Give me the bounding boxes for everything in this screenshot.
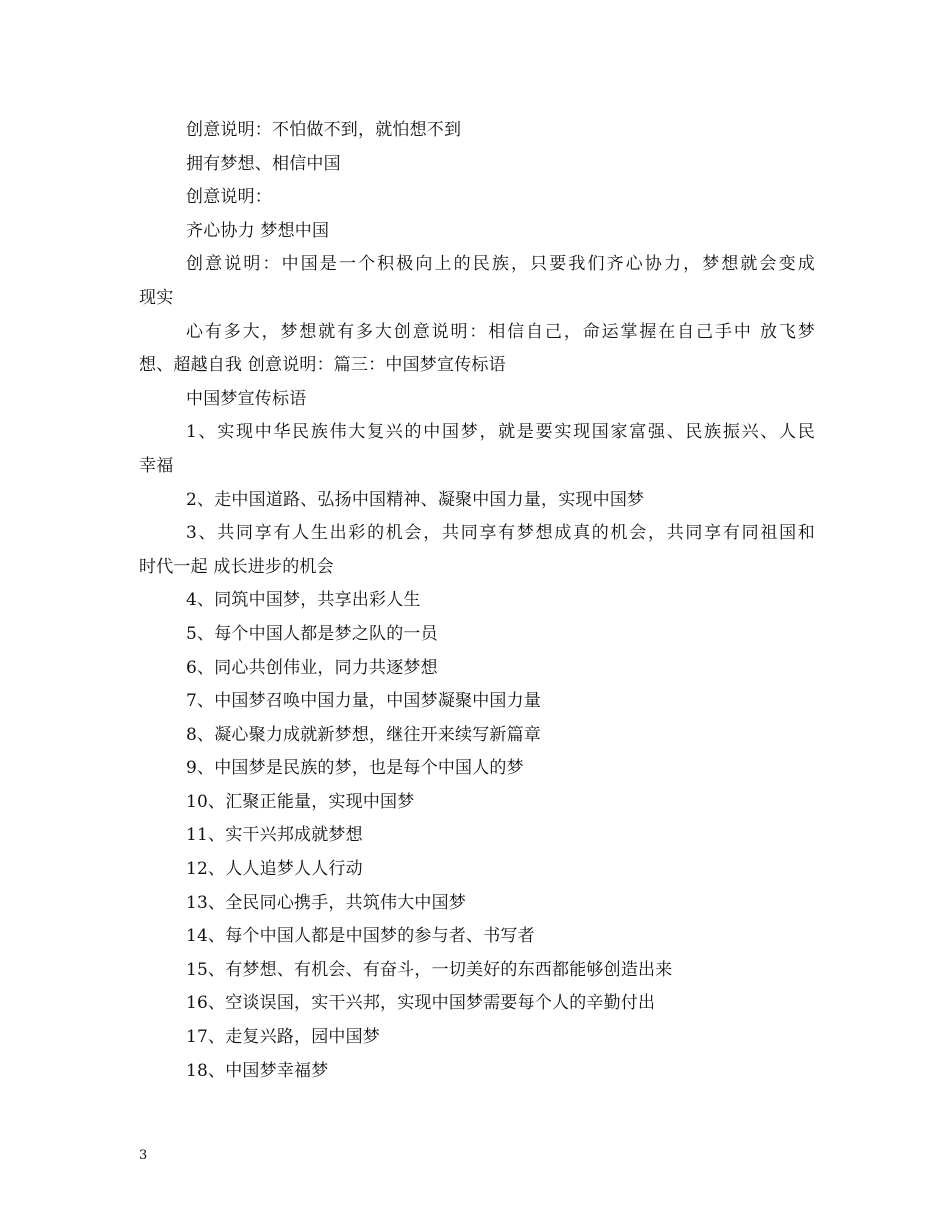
slogan-item: 9、中国梦是民族的梦，也是每个中国人的梦 bbox=[186, 758, 524, 779]
slogan-item: 8、凝心聚力成就新梦想，继往开来续写新篇章 bbox=[186, 724, 542, 745]
slogan-item: 17、走复兴路，园中国梦 bbox=[186, 1027, 381, 1048]
slogan-item: 14、每个中国人都是中国梦的参与者、书写者 bbox=[186, 926, 535, 947]
slogan-item: 2、走中国道路、弘扬中国精神、凝聚中国力量，实现中国梦 bbox=[186, 489, 645, 510]
slogan-item: 18、中国梦幸福梦 bbox=[186, 1060, 329, 1081]
slogan-item: 12、人人追梦人人行动 bbox=[186, 859, 363, 880]
slogan-item: 4、同筑中国梦，共享出彩人生 bbox=[186, 590, 421, 611]
section-heading: 中国梦宣传标语 bbox=[186, 388, 307, 409]
paragraph-line: 齐心协力 梦想中国 bbox=[186, 220, 330, 241]
document-body bbox=[139, 114, 815, 1088]
paragraph-line: 想、超越自我 创意说明：篇三：中国梦宣传标语 bbox=[139, 355, 506, 376]
paragraph-line: 创意说明： bbox=[186, 187, 272, 208]
paragraph-line: 心有多大，梦想就有多大创意说明：相信自己，命运掌握在自己手中 放飞梦 bbox=[186, 321, 815, 342]
slogan-item: 11、实干兴邦成就梦想 bbox=[186, 825, 363, 846]
slogan-item: 6、同心共创伟业，同力共逐梦想 bbox=[186, 657, 438, 678]
paragraph-line: 创意说明：中国是一个积极向上的民族，只要我们齐心协力，梦想就会变成 bbox=[186, 254, 815, 275]
slogan-item: 3、共同享有人生出彩的机会，共同享有梦想成真的机会，共同享有同祖国和 bbox=[186, 523, 815, 544]
paragraph-line: 现实 bbox=[139, 287, 174, 308]
slogan-item-continuation: 时代一起 成长进步的机会 bbox=[139, 556, 334, 577]
paragraph-line: 拥有梦想、相信中国 bbox=[186, 153, 341, 174]
slogan-item: 1、实现中华民族伟大复兴的中国梦，就是要实现国家富强、民族振兴、人民 bbox=[186, 422, 815, 443]
slogan-item: 5、每个中国人都是梦之队的一员 bbox=[186, 623, 438, 644]
slogan-item: 10、汇聚正能量，实现中国梦 bbox=[186, 791, 415, 812]
slogan-item: 7、中国梦召唤中国力量，中国梦凝聚中国力量 bbox=[186, 691, 542, 712]
slogan-item: 16、空谈误国，实干兴邦，实现中国梦需要每个人的辛勤付出 bbox=[186, 993, 656, 1014]
slogan-item-continuation: 幸福 bbox=[139, 455, 174, 476]
slogan-item: 13、全民同心携手，共筑伟大中国梦 bbox=[186, 892, 467, 913]
paragraph-line: 创意说明：不怕做不到，就怕想不到 bbox=[186, 120, 462, 140]
page-number: 3 bbox=[139, 1148, 148, 1163]
slogan-item: 15、有梦想、有机会、有奋斗，一切美好的东西都能够创造出来 bbox=[186, 959, 673, 980]
